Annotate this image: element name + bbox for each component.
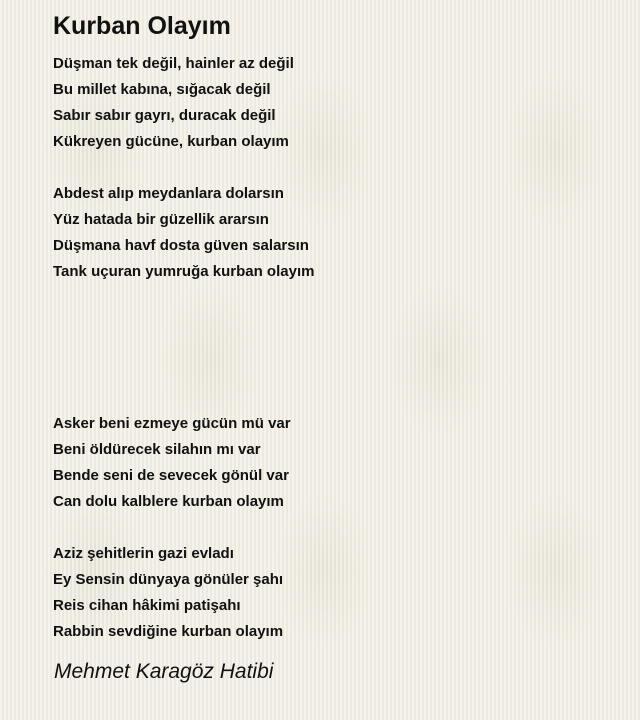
poem-line: Sabır sabır gayrı, duracak değil [53,107,276,124]
poem-line: Aziz şehitlerin gazi evladı [53,545,234,562]
stanza-4 [53,541,283,645]
poem-line: Düşman tek değil, hainler az değil [53,55,294,72]
poem-line: Bende seni de sevecek gönül var [53,467,289,484]
poem-line: Abdest alıp meydanlara dolarsın [53,185,284,202]
poem-author: Mehmet Karagöz Hatibi [54,660,274,683]
poem-line: Beni öldürecek silahın mı var [53,441,261,458]
poem-line: Ey Sensin dünyaya gönüler şahı [53,571,284,588]
poem-line: Can dolu kalblere kurban olayım [53,493,284,510]
poem-line: Tank uçuran yumruğa kurban olayım [53,263,315,280]
stanza-2 [53,181,314,285]
stanza-3 [53,411,291,515]
poem-line: Asker beni ezmeye gücün mü var [53,415,291,432]
poem-line: Bu millet kabına, sığacak değil [53,81,271,98]
poem-line: Kükreyen gücüne, kurban olayım [53,133,289,150]
poem-title: Kurban Olayım [53,12,231,40]
poem-line: Rabbin sevdiğine kurban olayım [53,623,284,640]
poem-line: Düşmana havf dosta güven salarsın [53,237,309,254]
stanza-1 [53,51,294,155]
poem-line: Reis cihan hâkimi patişahı [53,597,241,614]
poem-line: Yüz hatada bir güzellik ararsın [53,211,269,228]
